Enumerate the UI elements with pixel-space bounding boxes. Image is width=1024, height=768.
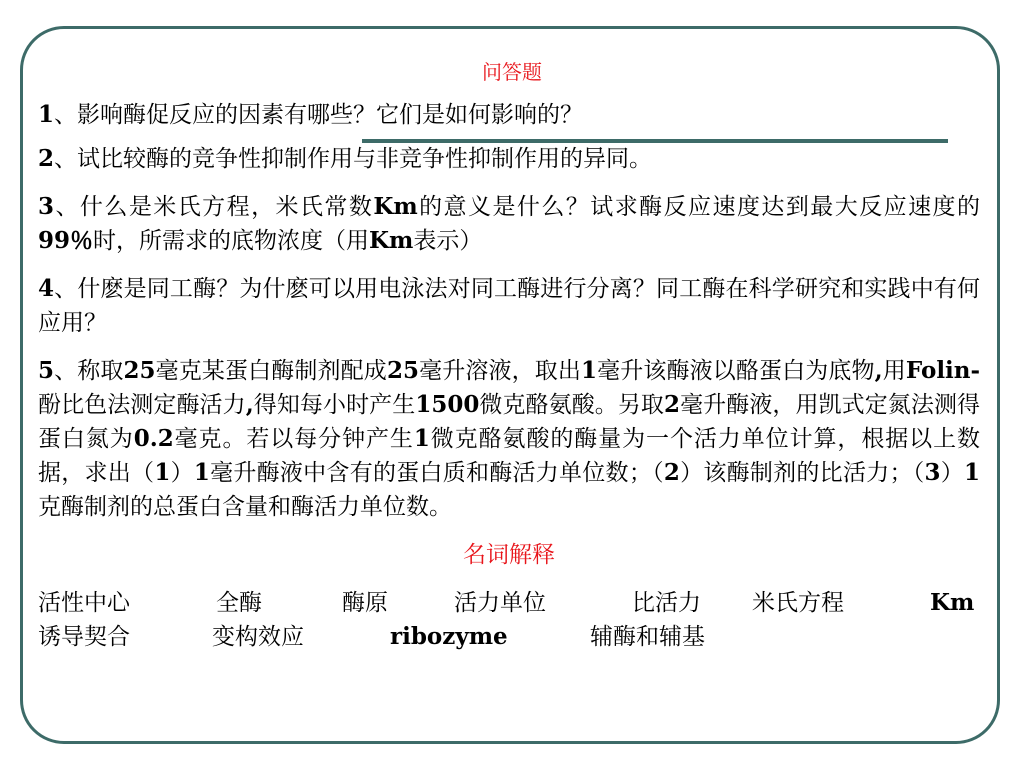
number-value: 1 [413,425,430,452]
term: 酶原 [342,590,388,616]
number-value: 0.2 [133,425,174,452]
question-text: ） [940,460,965,486]
question-5 [38,354,980,524]
question-text: 用 [882,358,906,384]
question-text: ）该酶制剂的比活力；（ [679,460,925,486]
punct: , [874,357,883,384]
question-text: 、影响酶促反应的因素有哪些？它们是如何影响的？ [54,102,584,128]
term: Km [930,589,975,616]
term: 活性中心 [38,590,130,616]
question-2 [38,142,980,176]
question-text: 微克酪氨酸的酶量为一个活力单位计算，根据以上数据，求出（ [38,426,981,486]
km-term: Km [373,193,418,220]
number-value: 25 [123,357,156,384]
question-text: 毫克某蛋白酶制剂配成 [155,358,387,384]
punct: , [245,391,254,418]
question-text: 、什麽是同工酶？为什麽可以用电泳法对同工酶进行分离？同工酶在科学研究和实践中有何应用？ [38,276,980,336]
question-text: 毫升溶液，取出 [418,358,581,384]
question-text: 时，所需求的底物浓度（用 [93,228,370,254]
question-text: 、称取 [54,358,124,384]
question-number: 4 [38,275,55,302]
number-value: 3 [924,459,941,486]
term: ribozyme [390,623,508,650]
question-3 [38,190,980,258]
percent-value: 99％ [38,227,94,254]
question-text: 表示） [413,228,483,254]
term: 诱导契合 [38,624,130,650]
question-1 [38,98,980,132]
question-text: 克酶制剂的总蛋白含量和酶活力单位数。 [38,494,452,520]
question-text: ） [170,460,194,486]
question-number: 3 [38,193,55,220]
number-value: 1500 [415,391,480,418]
number-value: 1 [193,459,210,486]
question-text: 毫克。若以每分钟产生 [173,426,414,452]
question-text: 酚比色法测定酶活力 [38,392,246,418]
term: 比活力 [632,590,701,616]
term: 米氏方程 [752,590,844,616]
term: 变构效应 [212,624,304,650]
question-text: 得知每小时产生 [253,392,416,418]
km-term: Km [369,227,414,254]
number-value: 25 [386,357,419,384]
question-text: 、试比较酶的竞争性抑制作用与非竞争性抑制作用的异同。 [54,146,653,172]
question-text: 微克酪氨酸。另取 [479,392,665,418]
question-text: 毫升酶液中含有的蛋白质和酶活力单位数；（ [209,460,664,486]
question-text: 、什么是米氏方程，米氏常数 [54,194,374,220]
question-4 [38,272,980,340]
slide-title: 问答题 [482,60,542,84]
terms-row-1 [38,586,980,620]
section-subtitle: 名词解释 [463,542,555,568]
question-number: 2 [38,145,55,172]
question-number: 5 [38,357,55,384]
slide-content [38,98,980,654]
question-number: 1 [38,101,55,128]
number-value: 1 [580,357,597,384]
term: 辅酶和辅基 [590,624,705,650]
number-value: 1 [154,459,171,486]
question-text: 的意义是什么？试求酶反应速度达到最大反应速度的 [417,194,981,220]
term: 活力单位 [454,590,546,616]
question-text: 毫升该酶液以酪蛋白为底物 [596,358,875,384]
number-value: 2 [663,459,680,486]
number-value: 2 [664,391,681,418]
method-name: Folin- [905,357,981,384]
number-value: 1 [964,459,981,486]
term: 全酶 [216,590,262,616]
terms-row-2 [38,620,980,654]
question-text: 毫升酶液，用凯式定氮法测得蛋白氮为 [38,392,981,452]
